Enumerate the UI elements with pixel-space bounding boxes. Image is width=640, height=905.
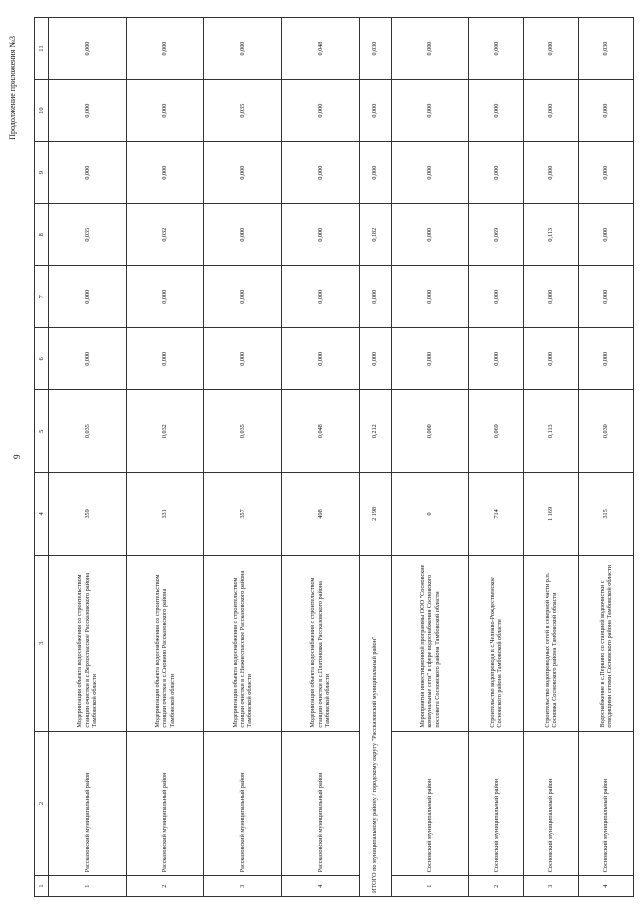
value-cell: 0,035 bbox=[204, 390, 282, 473]
object-cell: Модернизация объекта водоснабжения с строительством станции очистки в с.Платоновка Рассказовского района Тамбовской области bbox=[282, 555, 360, 731]
object-cell: Модернизация объекта водоснабжения со строительством станции очистки в с.Сновино Рассказовского района Тамбовской области bbox=[126, 555, 204, 731]
value-cell: 0,000 bbox=[469, 266, 524, 328]
row-number: 2 bbox=[469, 876, 524, 897]
value-cell: 498 bbox=[282, 473, 360, 556]
col-header: 9 bbox=[35, 142, 49, 204]
table-row bbox=[204, 18, 282, 897]
value-cell: 0,000 bbox=[204, 328, 282, 390]
row-number: 1 bbox=[49, 876, 127, 897]
district-cell: Рассказовский муниципальный район bbox=[126, 731, 204, 876]
value-cell: 357 bbox=[204, 473, 282, 556]
district-cell: Сосновский муниципальный район bbox=[524, 731, 579, 876]
value-cell: 0,048 bbox=[282, 18, 360, 80]
value-cell: 0,000 bbox=[524, 142, 579, 204]
value-cell: 0,000 bbox=[469, 142, 524, 204]
row-number: 1 bbox=[391, 876, 469, 897]
row-number: 4 bbox=[579, 876, 634, 897]
row-number: 4 bbox=[282, 876, 360, 897]
value-cell: 0,000 bbox=[391, 18, 469, 80]
value-cell: 0,035 bbox=[49, 204, 127, 266]
value-cell: 0,000 bbox=[391, 266, 469, 328]
value-cell: 0,000 bbox=[579, 80, 634, 142]
value-cell: 0,000 bbox=[49, 142, 127, 204]
object-cell: Строительство водопроводных сетей в северной части р.п. Сосновка Сосновского района Тамбовской области bbox=[524, 555, 579, 731]
value-cell: 0,000 bbox=[282, 80, 360, 142]
table-row bbox=[126, 18, 204, 897]
value-cell: 0,000 bbox=[524, 328, 579, 390]
value-cell: 0,000 bbox=[204, 266, 282, 328]
value-cell: 0,000 bbox=[524, 266, 579, 328]
value-cell: 0,000 bbox=[579, 328, 634, 390]
object-cell: Модернизация объекта водоснабжения со строительством станции очистки в с.Верхоспасское Рассказовского района Тамбовской области bbox=[49, 555, 127, 731]
value-cell: 0,000 bbox=[579, 204, 634, 266]
object-cell: Модернизация объекта водоснабжения с строительством станции очистки в с.Нижнеспасское Рассказовского района Тамбовской области bbox=[204, 555, 282, 731]
col-header: 4 bbox=[35, 473, 49, 556]
table-row bbox=[524, 18, 579, 897]
col-header: 6 bbox=[35, 328, 49, 390]
value-cell: 0,000 bbox=[524, 80, 579, 142]
row-number: 3 bbox=[524, 876, 579, 897]
district-cell: Рассказовский муниципальный район bbox=[49, 731, 127, 876]
object-cell: Водоснабжение в с.Перкино со станцией водоочистки с отводящими сетями Сосновского района Тамбовской области bbox=[579, 555, 634, 731]
value-cell: 0,035 bbox=[49, 390, 127, 473]
value-cell: 0,000 bbox=[282, 266, 360, 328]
value-cell: 1 169 bbox=[524, 473, 579, 556]
value-cell: 0,000 bbox=[469, 18, 524, 80]
value-cell: 331 bbox=[126, 473, 204, 556]
table-row bbox=[579, 18, 634, 897]
value-cell: 0,000 bbox=[126, 328, 204, 390]
total-value: 0,000 bbox=[359, 266, 391, 328]
value-cell: 0,000 bbox=[391, 204, 469, 266]
row-number: 2 bbox=[126, 876, 204, 897]
value-cell: 0,000 bbox=[204, 18, 282, 80]
total-value: 0,182 bbox=[359, 204, 391, 266]
total-value: 0,030 bbox=[359, 18, 391, 80]
value-cell: 0,000 bbox=[391, 80, 469, 142]
value-cell: 0,000 bbox=[391, 390, 469, 473]
total-row bbox=[359, 18, 391, 897]
col-header: 3 bbox=[35, 555, 49, 731]
value-cell: 0,030 bbox=[579, 390, 634, 473]
value-cell: 0,069 bbox=[469, 204, 524, 266]
table-row bbox=[469, 18, 524, 897]
value-cell: 0,032 bbox=[126, 390, 204, 473]
value-cell: 0,048 bbox=[282, 390, 360, 473]
value-cell: 0,000 bbox=[126, 80, 204, 142]
value-cell: 0,069 bbox=[469, 390, 524, 473]
total-label: ИТОГО по муниципальному району / городскому округу "Рассказовский муниципальный район" bbox=[359, 555, 391, 896]
value-cell: 0,000 bbox=[282, 328, 360, 390]
col-header: 5 bbox=[35, 390, 49, 473]
col-header: 10 bbox=[35, 80, 49, 142]
value-cell: 0,000 bbox=[126, 142, 204, 204]
header-row bbox=[35, 18, 49, 897]
total-value: 0,212 bbox=[359, 390, 391, 473]
object-cell: Строительство водопровода в с.Челнавo-Рождественское Сосновского района Тамбовской области bbox=[469, 555, 524, 731]
value-cell: 0,030 bbox=[579, 18, 634, 80]
value-cell: 0,000 bbox=[282, 142, 360, 204]
value-cell: 714 bbox=[469, 473, 524, 556]
value-cell: 315 bbox=[579, 473, 634, 556]
value-cell: 0,000 bbox=[469, 80, 524, 142]
col-header: 11 bbox=[35, 18, 49, 80]
value-cell: 0,000 bbox=[204, 204, 282, 266]
value-cell: 0,000 bbox=[49, 328, 127, 390]
value-cell: 0 bbox=[391, 473, 469, 556]
value-cell: 0,000 bbox=[282, 204, 360, 266]
value-cell: 0,000 bbox=[204, 142, 282, 204]
value-cell: 359 bbox=[49, 473, 127, 556]
col-header: 1 bbox=[35, 876, 49, 897]
value-cell: 0,113 bbox=[524, 204, 579, 266]
value-cell: 0,000 bbox=[469, 328, 524, 390]
table-row bbox=[391, 18, 469, 897]
district-cell: Сосновский муниципальный район bbox=[469, 731, 524, 876]
value-cell: 0,000 bbox=[49, 18, 127, 80]
col-header: 8 bbox=[35, 204, 49, 266]
value-cell: 0,032 bbox=[126, 204, 204, 266]
district-cell: Сосновский муниципальный район bbox=[391, 731, 469, 876]
value-cell: 0,000 bbox=[391, 142, 469, 204]
appendix-caption: Продолжение приложения №3 bbox=[8, 36, 17, 140]
total-value: 2 198 bbox=[359, 473, 391, 556]
table-row bbox=[49, 18, 127, 897]
data-table bbox=[34, 17, 634, 897]
col-header: 2 bbox=[35, 731, 49, 876]
district-cell: Сосновский муниципальный район bbox=[579, 731, 634, 876]
value-cell: 0,035 bbox=[204, 80, 282, 142]
total-value: 0,000 bbox=[359, 142, 391, 204]
total-value: 0,000 bbox=[359, 80, 391, 142]
district-cell: Рассказовский муниципальный район bbox=[282, 731, 360, 876]
object-cell: Мероприятия инвестиционной программы ООО "Сосновские коммунальные сети" в сфере водоснабжения Сосновского поссовета Сосновского района Тамбовской области bbox=[391, 555, 469, 731]
district-cell: Рассказовский муниципальный район bbox=[204, 731, 282, 876]
value-cell: 0,000 bbox=[579, 266, 634, 328]
value-cell: 0,000 bbox=[391, 328, 469, 390]
value-cell: 0,113 bbox=[524, 390, 579, 473]
total-value: 0,000 bbox=[359, 328, 391, 390]
row-number: 3 bbox=[204, 876, 282, 897]
value-cell: 0,000 bbox=[49, 80, 127, 142]
value-cell: 0,000 bbox=[49, 266, 127, 328]
value-cell: 0,000 bbox=[126, 266, 204, 328]
table-row bbox=[282, 18, 360, 897]
value-cell: 0,000 bbox=[579, 142, 634, 204]
value-cell: 0,000 bbox=[126, 18, 204, 80]
page-number: 9 bbox=[12, 454, 22, 459]
value-cell: 0,000 bbox=[524, 18, 579, 80]
col-header: 7 bbox=[35, 266, 49, 328]
